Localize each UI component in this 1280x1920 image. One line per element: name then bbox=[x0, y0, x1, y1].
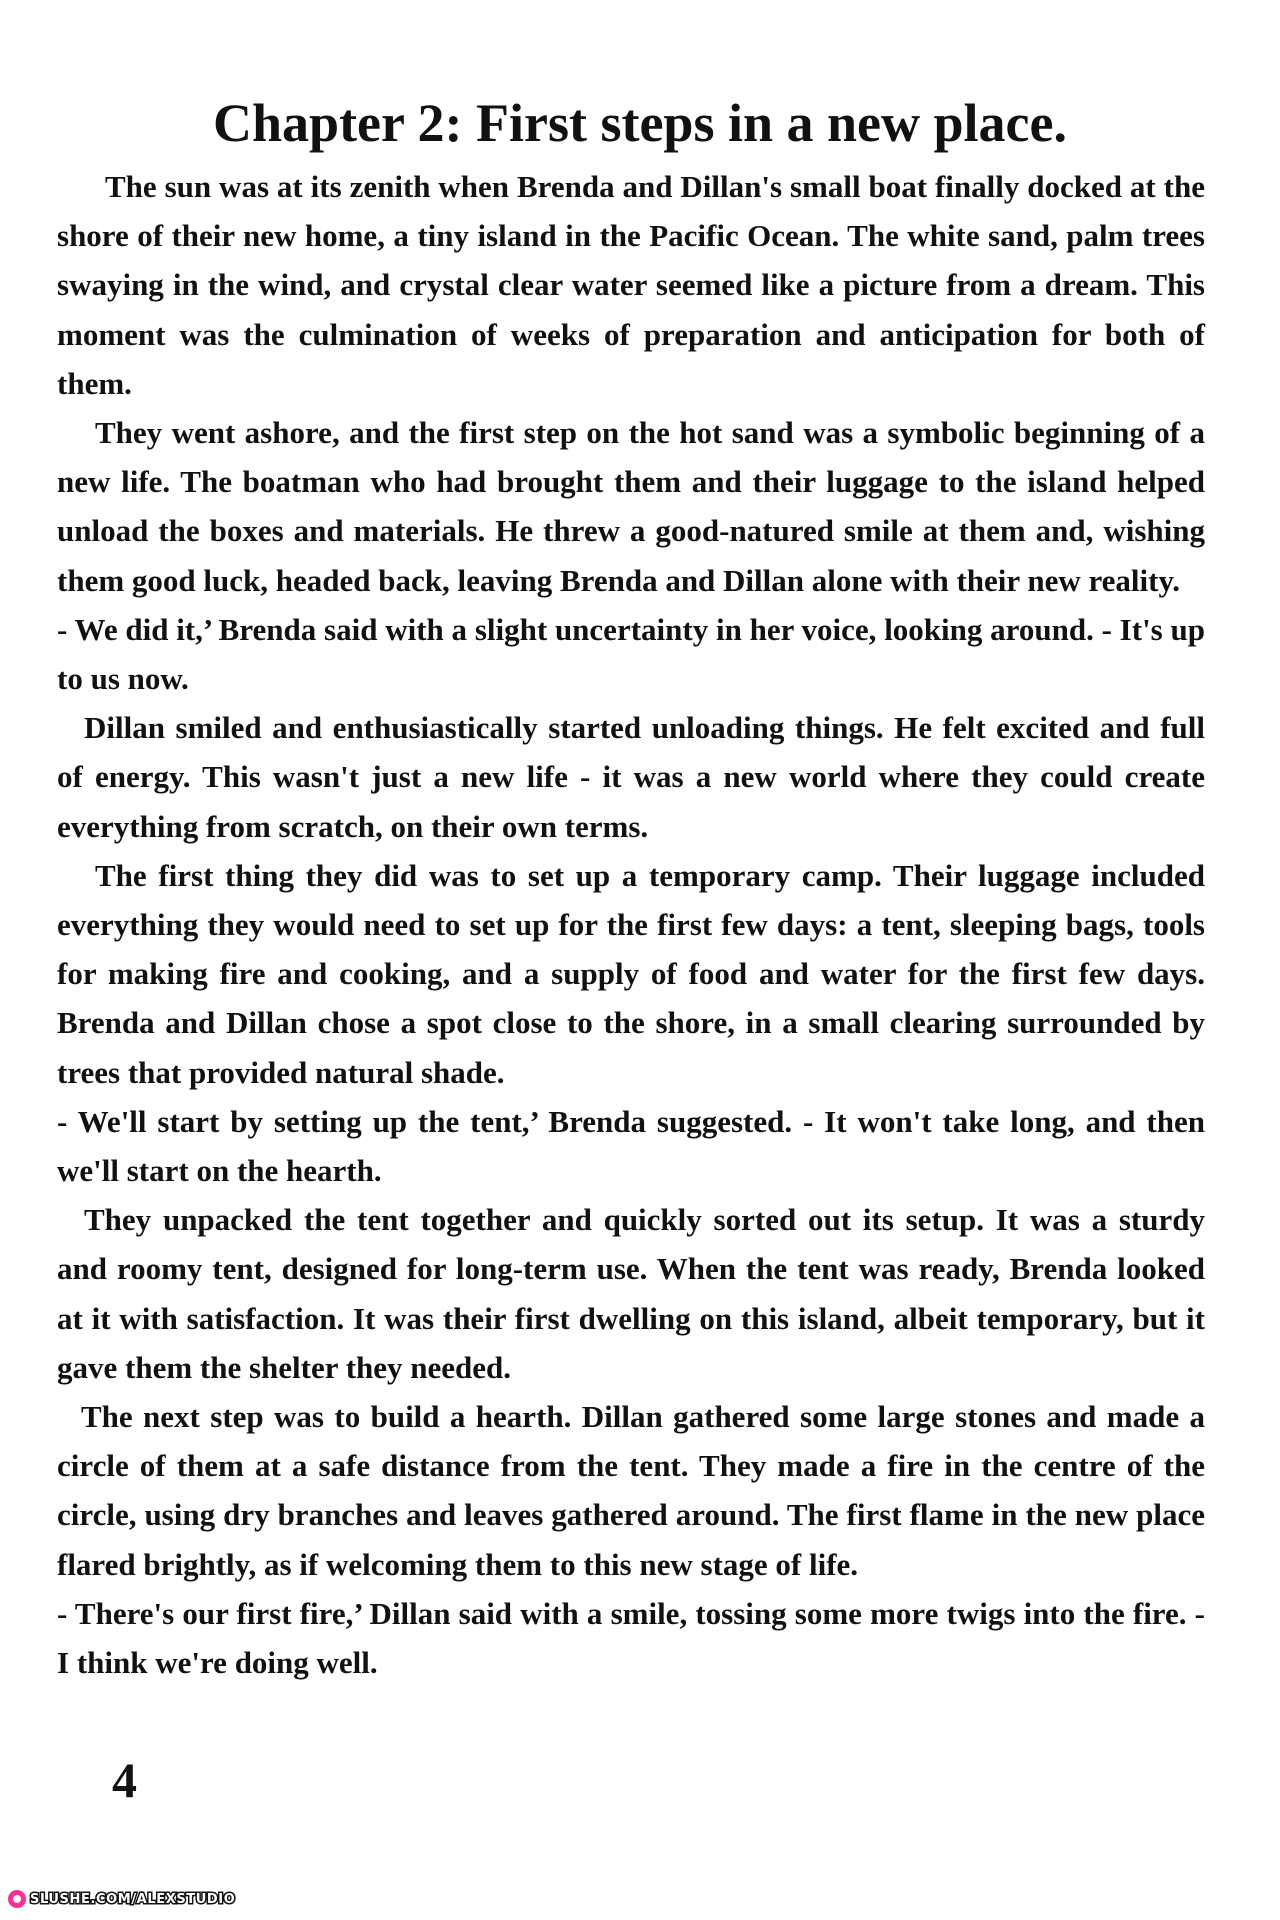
paragraph: The sun was at its zenith when Brenda and Dillan's small boat finally docked at the shore of their new home, a tiny island in the Pacific Ocean. The white sand, palm trees swaying in the wind, and crystal clear water seemed like a picture from a dream. This moment was the culmination of weeks of preparation and anticipation for both of them. bbox=[57, 169, 1205, 401]
paragraph: The first thing they did was to set up a temporary camp. Their luggage included everything they would need to set up for the first few days: a tent, sleeping bags, tools for making fire and cooking, and a supply of food and water for the first few days. Brenda and Dillan chose a spot close to the shore, in a small clearing surrounded by trees that provided natural shade. bbox=[57, 857, 1205, 1090]
paragraph: Dillan smiled and enthusiastically started unloading things. He felt excited and full of energy. This wasn't just a new life - it was a new world where they could create everything from scratch, on their own terms. bbox=[57, 710, 1205, 844]
slushe-logo-icon bbox=[8, 1890, 26, 1908]
dialogue-paragraph: - We did it,’ Brenda said with a slight uncertainty in her voice, looking around. - It's up to us now. bbox=[57, 611, 1205, 697]
chapter-title: Chapter 2: First steps in a new place. bbox=[213, 93, 1067, 153]
watermark bbox=[8, 1889, 235, 1909]
dialogue-paragraph: - We'll start by setting up the tent,’ Brenda suggested. - It won't take long, and then we'll start on the hearth. bbox=[57, 1103, 1205, 1189]
paragraph: They went ashore, and the first step on the hot sand was a symbolic beginning of a new life. The boatman who had brought them and their luggage to the island helped unload the boxes and materials. He threw a good-natured smile at them and, wishing them good luck, headed back, leaving Brenda and Dillan alone with their new reality. bbox=[57, 415, 1205, 598]
chapter-body bbox=[57, 162, 1205, 1687]
watermark-text: SLUSHE.COM/ALEXSTUDIO bbox=[30, 1891, 236, 1907]
paragraph: They unpacked the tent together and quickly sorted out its setup. It was a sturdy and roomy tent, designed for long-term use. When the tent was ready, Brenda looked at it with satisfaction. It was their first dwelling on this island, albeit temporary, but it gave them the shelter they needed. bbox=[57, 1202, 1205, 1385]
paragraph: The next step was to build a hearth. Dillan gathered some large stones and made a circle of them at a safe distance from the tent. They made a fire in the centre of the circle, using dry branches and leaves gathered around. The first flame in the new place flared brightly, as if welcoming them to this new stage of life. bbox=[57, 1399, 1205, 1582]
dialogue-paragraph: - There's our first fire,’ Dillan said with a smile, tossing some more twigs into the fire. - I think we're doing well. bbox=[57, 1595, 1205, 1681]
page-number: 4 bbox=[112, 1752, 137, 1808]
